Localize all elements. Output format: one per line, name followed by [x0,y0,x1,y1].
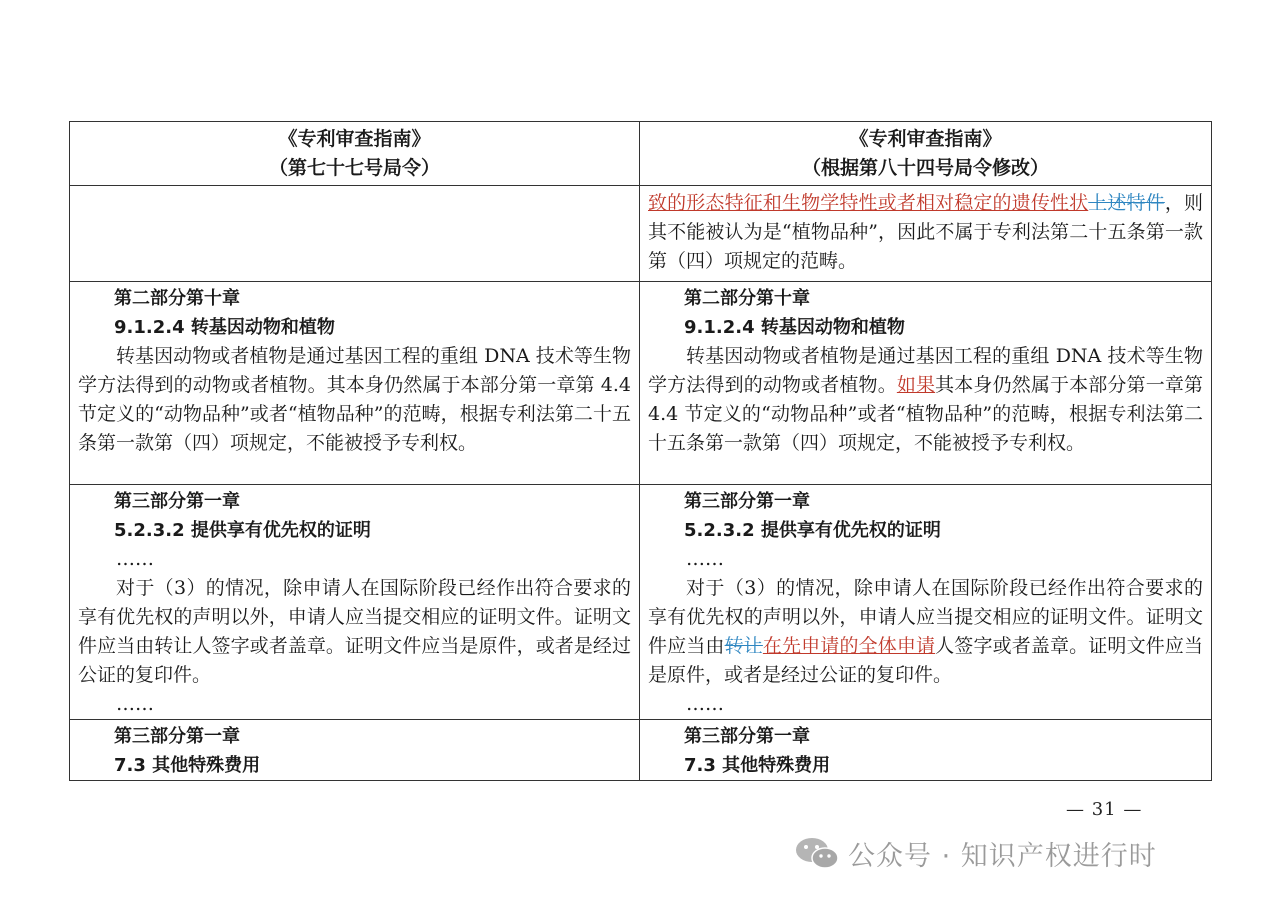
section-heading: 5.2.3.2 提供享有优先权的证明 [684,520,941,541]
chapter-heading: 第三部分第一章 [114,726,240,747]
right-cell [640,282,1212,485]
ellipsis: …… [116,548,154,570]
section-heading: 5.2.3.2 提供享有优先权的证明 [114,520,371,541]
page-number: — 31 — [1066,799,1143,820]
paragraph-text-after: 人签字或者盖章。证明文件应当是原件，或者是经过公证的复印件。 [648,635,1203,686]
table-row [70,282,1212,485]
ellipsis: …… [116,693,154,715]
section-heading: 9.1.2.4 转基因动物和植物 [684,317,905,338]
wechat-icon [794,836,840,870]
chapter-heading: 第三部分第一章 [114,491,240,512]
left-cell [70,186,640,282]
left-column-header [70,122,640,186]
deleted-text: 上述特件 [1088,192,1165,214]
chapter-heading: 第三部分第一章 [684,726,810,747]
right-cell [640,186,1212,282]
right-cell-text [648,189,1203,276]
ellipsis: …… [686,693,724,715]
inserted-text: 在先申请的全体申请 [762,635,936,657]
left-cell [70,485,640,720]
left-cell [70,282,640,485]
section-heading: 7.3 其他特殊费用 [684,755,831,776]
comparison-table [69,121,1212,781]
paragraph-text-before: 转基因动物或者植物是通过基因工程的重组 DNA 技术等生物学方法得到的动物或者植物。 [648,345,1203,396]
paragraph-text: 对于（3）的情况，除申请人在国际阶段已经作出符合要求的享有优先权的声明以外，申请人应当提交相应的证明文件。证明文件应当由转让人签字或者盖章。证明文件应当是原件，或者是经过公证的复印件。 [78,577,631,686]
chapter-heading: 第二部分第十章 [684,288,810,309]
watermark [794,833,1157,873]
paragraph-text [648,574,1203,690]
table-row [70,186,1212,282]
chapter-heading: 第三部分第一章 [684,491,810,512]
inserted-text: 致的形态特征和生物学特性或者相对稳定的遗传性状 [648,192,1089,214]
paragraph-text [648,342,1203,458]
ellipsis: …… [686,548,724,570]
paragraph-text-after: 其本身仍然属于本部分第一章第 4.4 节定义的“动物品种”或者“植物品种”的范畴，根据专利法第二十五条第一款第（四）项规定，不能被授予专利权。 [648,374,1203,454]
right-cell [640,720,1212,781]
right-cell [640,485,1212,720]
left-header-subtitle: （第七十七号局令） [268,157,440,179]
right-header-title: 《专利审查指南》 [849,128,1002,150]
chapter-heading: 第二部分第十章 [114,288,240,309]
section-heading: 7.3 其他特殊费用 [114,755,261,776]
table-row [70,485,1212,720]
right-column-header [640,122,1212,186]
inserted-text: 如果 [896,374,936,396]
table-row [70,720,1212,781]
paragraph-text: 转基因动物或者植物是通过基因工程的重组 DNA 技术等生物学方法得到的动物或者植物。其本身仍然属于本部分第一章第 4.4 节定义的“动物品种”或者“植物品种”的范畴，根据专利法第二十五条第一款第（四）项规定，不能被授予专利权。 [78,345,631,454]
right-header-subtitle: （根据第八十四号局令修改） [801,157,1049,179]
table-header-row [70,122,1212,186]
section-heading: 9.1.2.4 转基因动物和植物 [114,317,335,338]
deleted-text: 转让 [724,635,763,657]
paragraph-text-before: 对于（3）的情况，除申请人在国际阶段已经作出符合要求的享有优先权的声明以外，申请人应当提交相应的证明文件。证明文件应当由 [648,577,1203,657]
left-cell [70,720,640,781]
watermark-text: 公众号 · 知识产权进行时 [848,840,1157,872]
left-header-title: 《专利审查指南》 [278,128,431,150]
paragraph-text: ，则其不能被认为是“植物品种”，因此不属于专利法第二十五条第一款第（四）项规定的范畴。 [648,192,1203,272]
